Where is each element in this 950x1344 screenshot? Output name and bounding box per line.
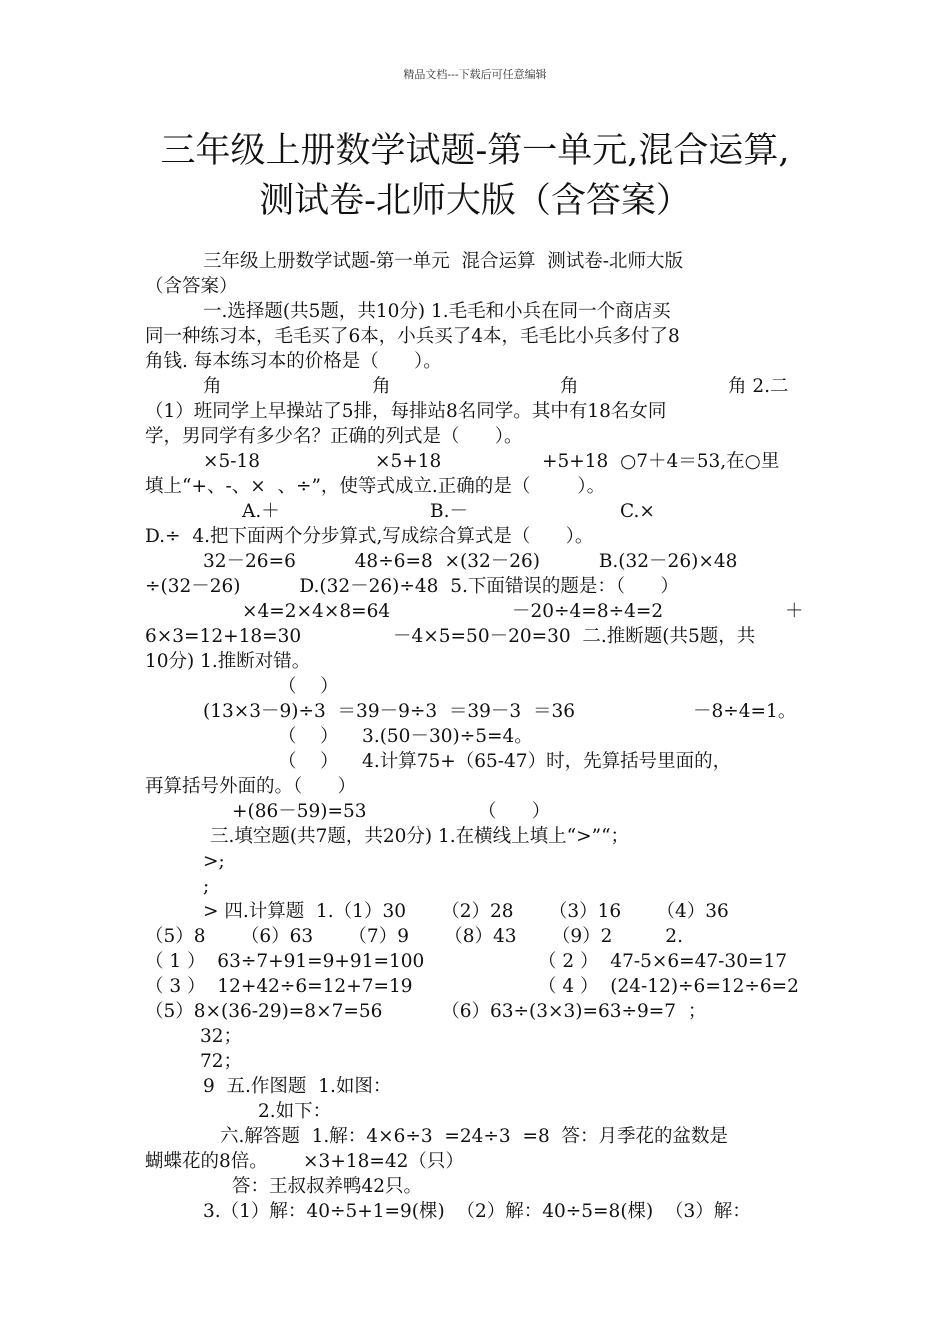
- text-line: 三.填空题(共7题，共20分) 1.在横线上填上“>”“；: [210, 826, 630, 847]
- text-line: 蝴蝶花的8倍。 ×3+18=42（只）: [145, 1151, 464, 1172]
- text-line: 9 五.作图题 1.如图：: [203, 1076, 392, 1097]
- text-line: ÷(32－26) D.(32－26)÷48 5.下面错误的题是：（ ）: [145, 576, 679, 597]
- text-line: ×5+18: [375, 451, 442, 472]
- text-line: 角: [372, 376, 391, 397]
- text-line: 答：王叔叔养鸭42只。: [232, 1176, 423, 1197]
- text-line: 10分) 1.推断对错。: [145, 651, 311, 672]
- text-line: C.×: [620, 501, 655, 522]
- text-line: 填上“+、-、× 、÷”，使等式成立.正确的是（ ）。: [145, 476, 606, 497]
- text-line: （ ） 4.计算75+（65-47）时，先算括号里面的，: [278, 751, 732, 772]
- text-line: ×4=2×4×8=64: [242, 601, 391, 622]
- text-line: 角: [203, 376, 222, 397]
- document-title-line-1: 三年级上册数学试题-第一单元,混合运算,: [160, 131, 790, 171]
- text-line: 6×3=12+18=30: [145, 626, 302, 647]
- text-line: ×5-18: [203, 451, 261, 472]
- text-line: 六.解答题 1.解：4×6÷3 =24÷3 =8 答：月季花的盆数是: [220, 1126, 728, 1147]
- text-line: 角钱. 每本练习本的价格是（ ）。: [145, 351, 442, 372]
- text-line: （含答案）: [145, 276, 238, 297]
- text-line: （1）班同学上早操站了5排，每排站8名同学。其中有18名女同: [145, 401, 667, 422]
- text-line: 一.选择题(共5题，共10分) 1.毛毛和小兵在同一个商店买: [203, 301, 671, 322]
- text-line: （ ）: [278, 676, 339, 697]
- text-line: A.＋: [242, 501, 280, 522]
- text-line: +(86－59)=53: [232, 801, 367, 822]
- text-line: （ ） 3.(50－30)÷5=4。: [278, 726, 533, 747]
- text-line: （ 4 ） (24-12)÷6=12÷6=2: [538, 976, 799, 997]
- text-line: D.÷ 4.把下面两个分步算式,写成综合算式是（ ）。: [145, 526, 594, 547]
- text-line: > 四.计算题 1.（1）30 （2）28 （3）16 （4）36: [203, 901, 729, 922]
- text-line: 3.（1）解：40÷5+1=9(棵) （2）解：40÷5=8(棵) （3）解：: [203, 1201, 751, 1222]
- text-line: （5）8×(36-29)=8×7=56 （6）63÷(3×3)=63÷9=7 ；: [145, 1001, 707, 1022]
- text-line: 三年级上册数学试题-第一单元 混合运算 测试卷-北师大版: [203, 251, 684, 272]
- text-line: （ 3 ） 12+42÷6=12+7=19: [145, 976, 413, 997]
- text-line: 2.如下：: [258, 1101, 332, 1122]
- text-line: 角 2.二: [728, 376, 789, 397]
- text-line: ;: [203, 876, 210, 897]
- text-line: ＋: [785, 601, 804, 622]
- text-line: +5+18 ○7＋4＝53,在○里: [542, 451, 780, 472]
- text-line: 同一种练习本，毛毛买了6本，小兵买了4本，毛毛比小兵多付了8: [145, 326, 680, 347]
- text-line: 学，男同学有多少名？正确的列式是（ ）。: [145, 426, 523, 447]
- document-title-line-2: 测试卷-北师大版（含答案）: [259, 181, 691, 221]
- text-line: (13×3－9)÷3 ＝39－9÷3 ＝39－3 ＝36: [203, 701, 576, 722]
- text-line: 72；: [200, 1051, 243, 1072]
- text-line: （ 1 ） 63÷7+91=9+91=100: [145, 951, 425, 972]
- text-line: （ ）: [478, 801, 551, 822]
- text-line: 32－26=6 48÷6=8 ×(32－26) B.(32－26)×48: [203, 551, 738, 572]
- text-line: B.－: [430, 501, 468, 522]
- text-line: >;: [203, 851, 225, 872]
- text-line: （ 2 ） 47-5×6=47-30=17: [538, 951, 788, 972]
- text-line: 再算括号外面的。（ ）: [145, 776, 357, 797]
- text-line: －20÷4=8÷4=2: [512, 601, 664, 622]
- page-header: 精品文档---下载后可任意编辑: [403, 68, 547, 81]
- text-line: 32；: [200, 1026, 243, 1047]
- text-line: （5）8 （6）63 （7）9 （8）43 （9）2 2.: [145, 926, 683, 947]
- text-line: 角: [560, 376, 579, 397]
- text-line: －4×5=50－20=30 二.推断题(共5题，共: [393, 626, 756, 647]
- text-line: －8÷4=1。: [693, 701, 797, 722]
